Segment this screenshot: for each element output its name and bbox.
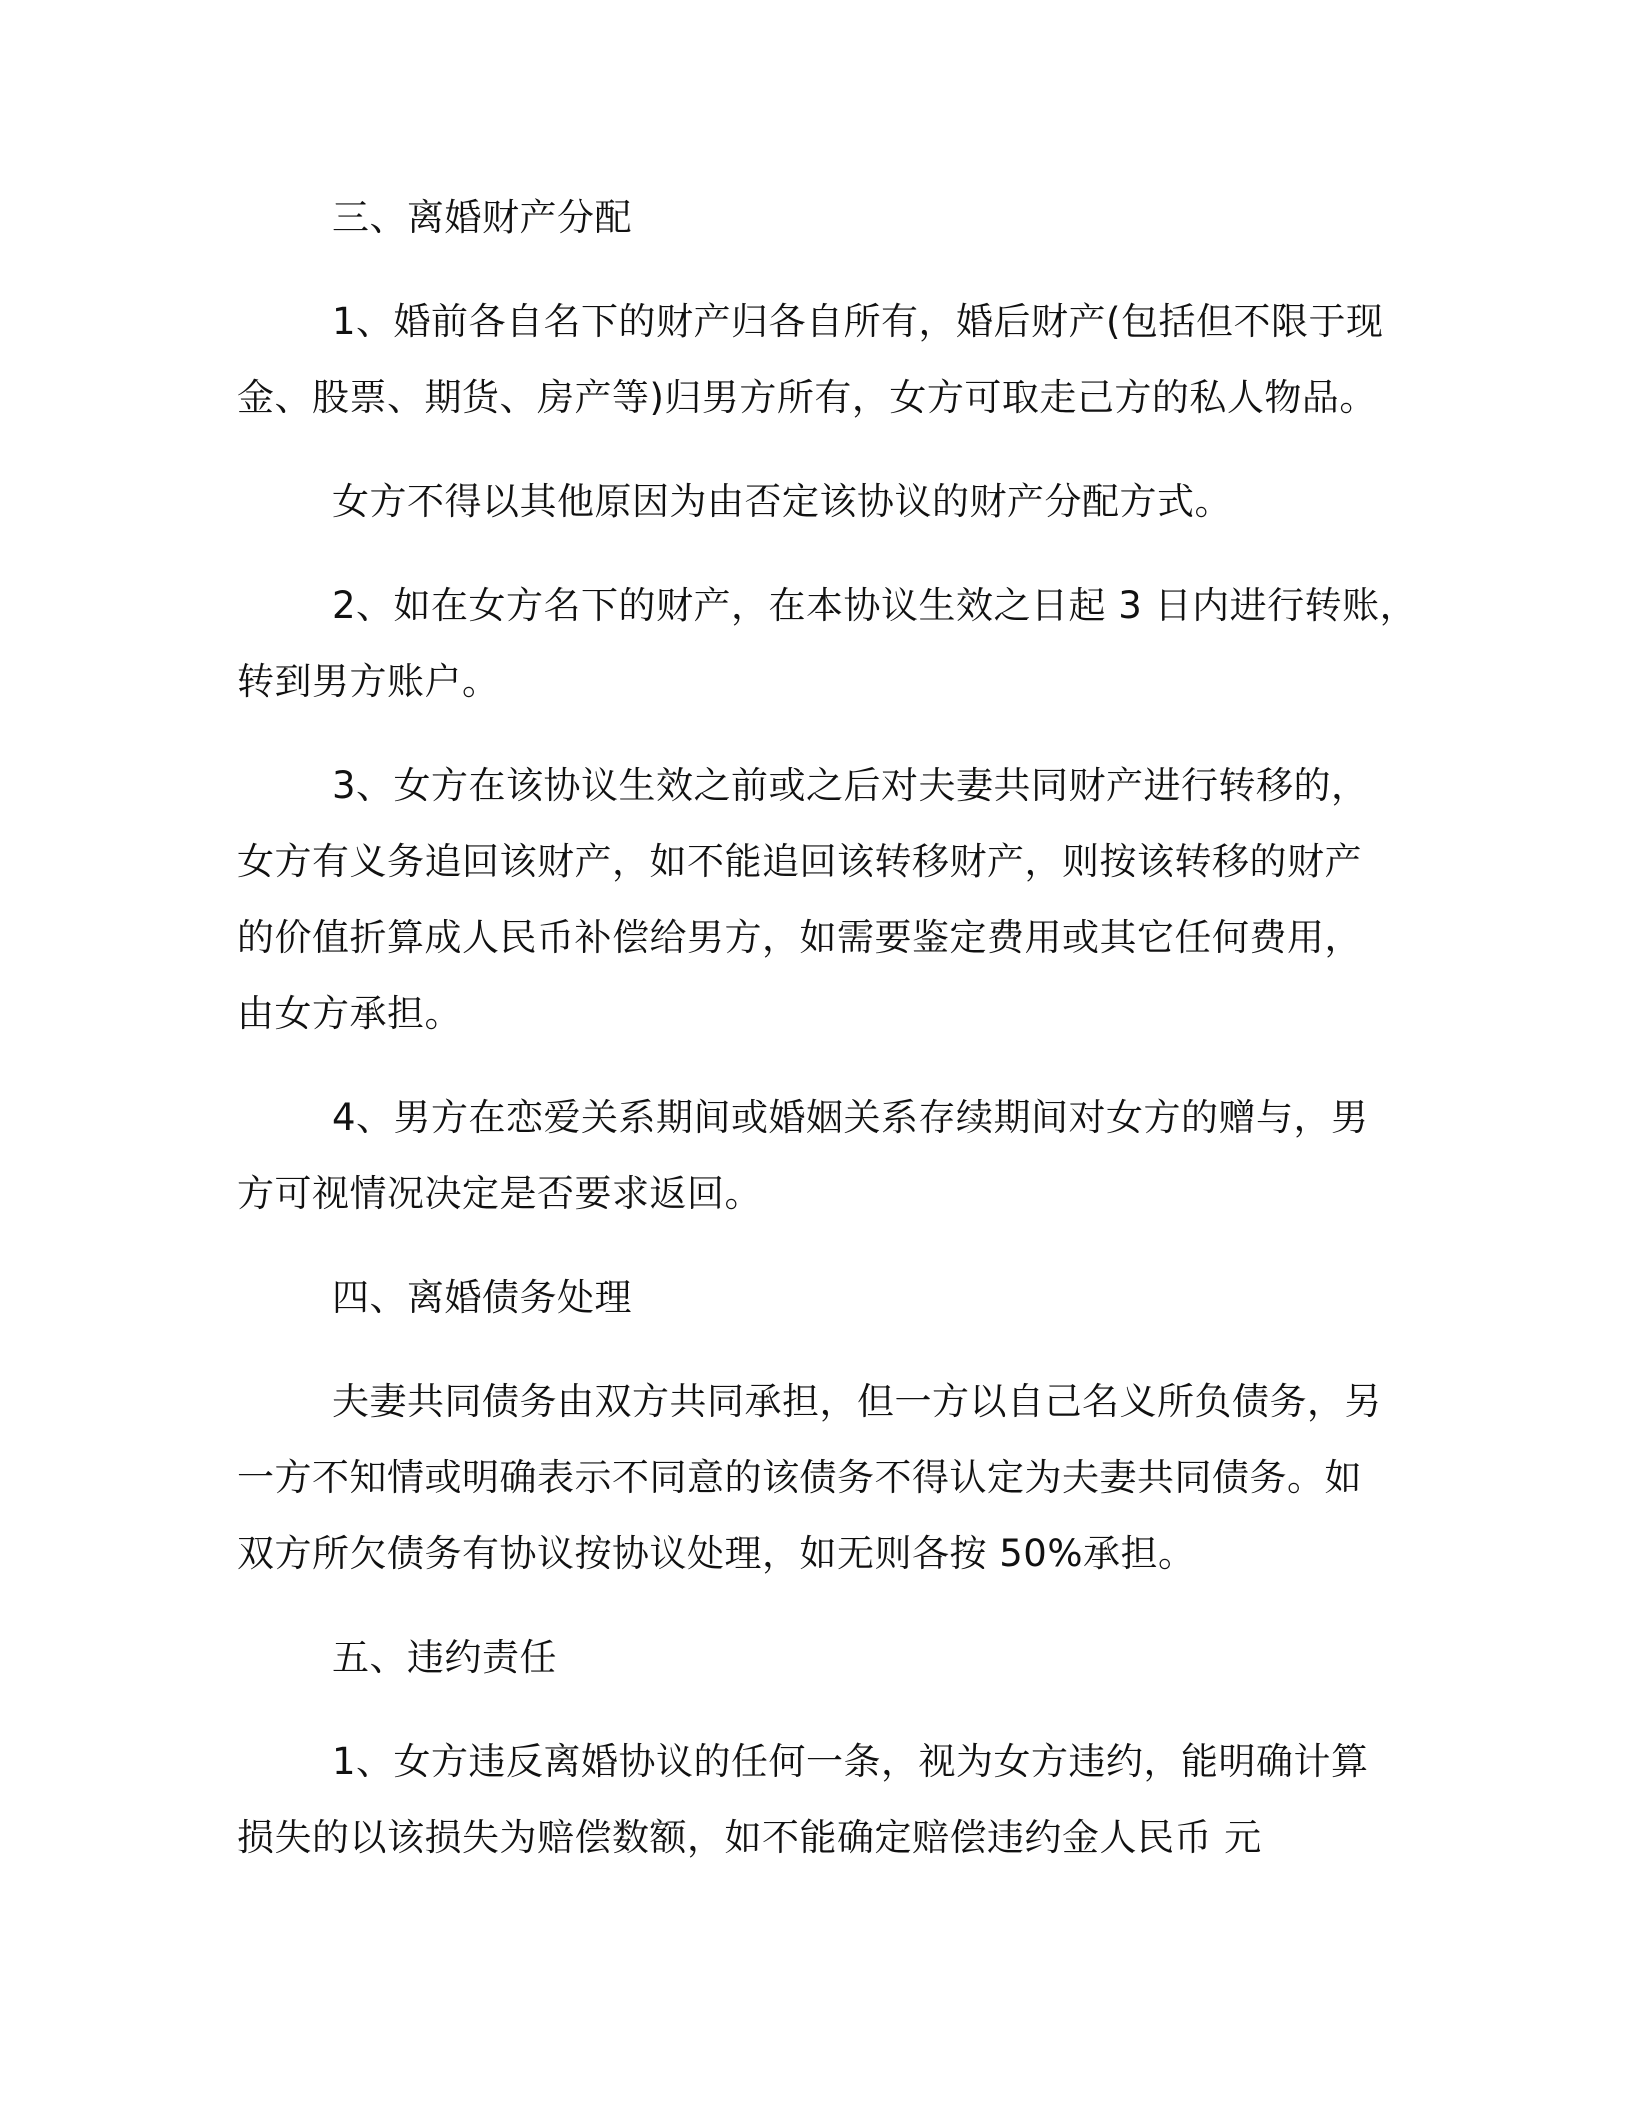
paragraph-line: 1、婚前各自名下的财产归各自所有，婚后财产(包括但不限于现 [332, 300, 1384, 343]
paragraph-line: 3、女方在该协议生效之前或之后对夫妻共同财产进行转移的， [332, 764, 1369, 807]
paragraph-line: 转到男方账户。 [237, 660, 500, 703]
paragraph-line: 2、如在女方名下的财产，在本协议生效之日起 3 日内进行转账， [332, 584, 1418, 627]
paragraph-line: 女方有义务追回该财产，如不能追回该转移财产，则按该转移的财产 [237, 840, 1362, 883]
paragraph-line: 的价值折算成人民币补偿给男方，如需要鉴定费用或其它任何费用， [237, 916, 1362, 959]
paragraph-line: 由女方承担。 [237, 992, 462, 1035]
section-heading-debt-handling: 四、离婚债务处理 [332, 1276, 632, 1319]
paragraph-line: 双方所欠债务有协议按协议处理，如无则各按 50%承担。 [237, 1532, 1196, 1575]
paragraph-line: 1、女方违反离婚协议的任何一条，视为女方违约，能明确计算 [332, 1740, 1369, 1783]
paragraph-line: 一方不知情或明确表示不同意的该债务不得认定为夫妻共同债务。如 [237, 1456, 1362, 1499]
section-heading-property-division: 三、离婚财产分配 [332, 196, 632, 239]
paragraph-line: 金、股票、期货、房产等)归男方所有，女方可取走己方的私人物品。 [237, 376, 1377, 419]
paragraph-line: 方可视情况决定是否要求返回。 [237, 1172, 762, 1215]
paragraph-line: 4、男方在恋爱关系期间或婚姻关系存续期间对女方的赠与，男 [332, 1096, 1369, 1139]
paragraph-line: 夫妻共同债务由双方共同承担，但一方以自己名义所负债务，另 [332, 1380, 1382, 1423]
section-heading-breach-liability: 五、违约责任 [332, 1636, 557, 1679]
paragraph-line: 女方不得以其他原因为由否定该协议的财产分配方式。 [332, 480, 1232, 523]
paragraph-line: 损失的以该损失为赔偿数额，如不能确定赔偿违约金人民币 元 [237, 1816, 1262, 1859]
